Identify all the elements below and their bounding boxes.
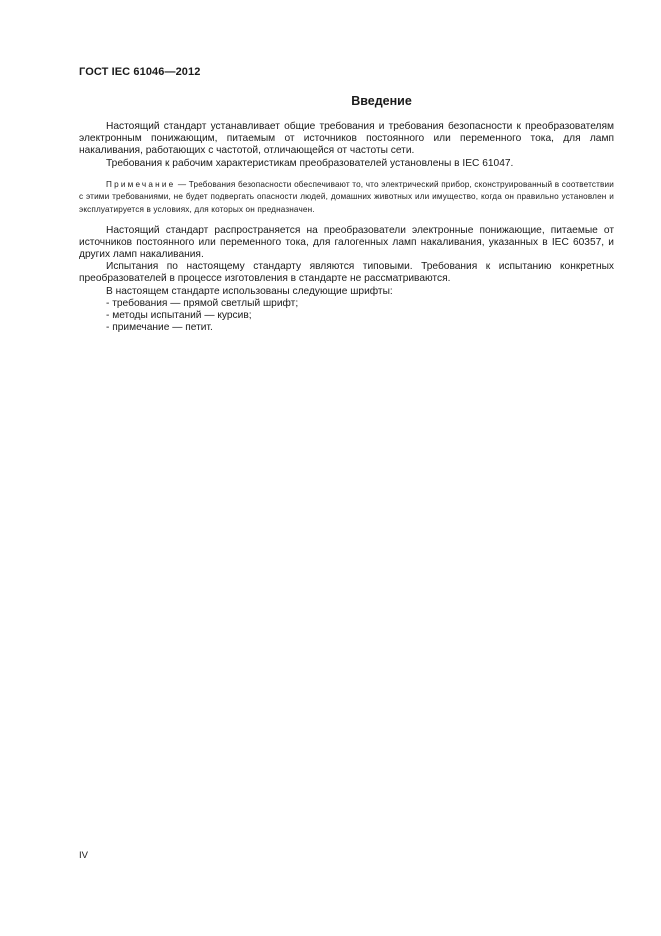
paragraph-fonts-intro: В настоящем стандарте использованы следующие шрифты:: [106, 285, 393, 297]
standard-id-header: ГОСТ IEC 61046—2012: [79, 66, 201, 78]
page-number: IV: [79, 850, 88, 861]
list-item: - требования — прямой светлый шрифт;: [106, 297, 299, 309]
paragraph-performance-ref: Требования к рабочим характеристикам преобразователей установлены в IEC 61047.: [106, 157, 514, 169]
paragraph-scope: Настоящий стандарт устанавливает общие требования и требования безопасности к преобразователям электронным понижающим, питаемым от источников постоянного или переменного тока, для ламп накаливания, работающих с частотой, отличающейся от частоты сети.: [79, 121, 614, 157]
note-label: Примечание: [106, 179, 176, 189]
paragraph-applicability: Настоящий стандарт распространяется на преобразователи электронные понижающие, питаемые от источников постоянного или переменного тока, для галогенных ламп накаливания, указанных в IEC 60357, и других ламп накаливания.: [79, 224, 614, 260]
body-text: [79, 121, 614, 334]
list-item: - методы испытаний — курсив;: [106, 310, 252, 322]
paragraph-tests: Испытания по настоящему стандарту являются типовыми. Требования к испытанию конкретных преобразователей в процессе изготовления в стандарте не рассматриваются.: [79, 261, 614, 285]
section-title: Введение: [351, 94, 412, 108]
list-item: - примечание — петит.: [106, 322, 213, 334]
note-text: — Требования безопасности обеспечивают то, что электрический прибор, сконструированный в соответствии с этими требованиями, не будет подвергать опасности людей, домашних животных или имущество, когда он правильно установлен и эксплуатируется в условиях, для которых он предназначен.: [79, 179, 614, 214]
font-list: [79, 298, 614, 335]
note-block: [79, 179, 614, 217]
